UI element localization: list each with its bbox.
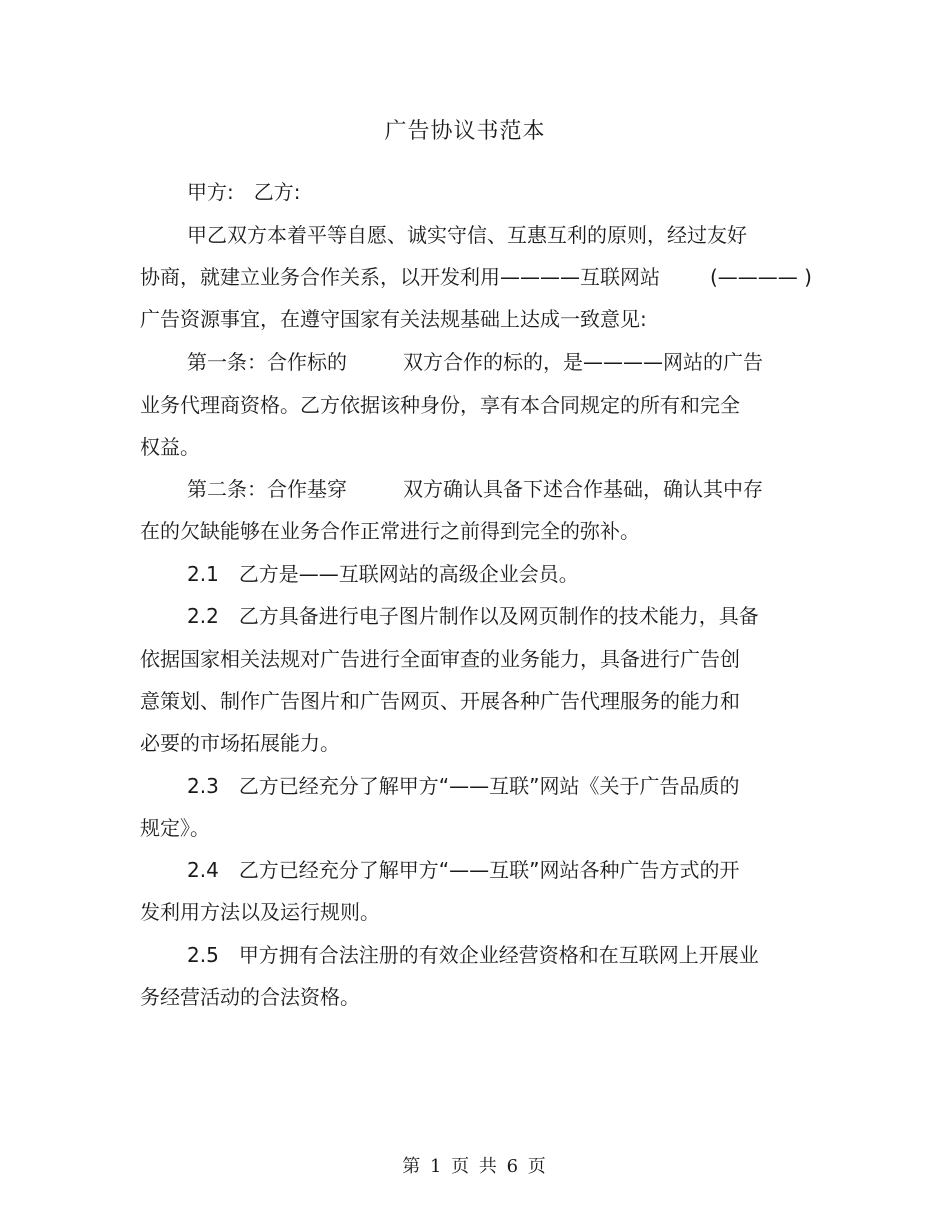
clause-number: 2.1 bbox=[187, 562, 219, 586]
document-title: 广告协议书范本 bbox=[384, 119, 546, 144]
article2-line-2: 在的欠缺能够在业务合作正常进行之前得到完全的弥补。 bbox=[140, 519, 640, 543]
article1-line-2: 业务代理商资格。乙方依据该种身份，享有本合同规定的所有和完全 bbox=[140, 393, 740, 417]
article2-heading: 第二条：合作基穿 bbox=[187, 477, 347, 501]
clause-number: 2.5 bbox=[187, 943, 219, 967]
clause-2-2-line-2: 依据国家相关法规对广告进行全面审查的业务能力，具备进行广告创 bbox=[140, 647, 740, 671]
article1-line-1: 第一条：合作标的 双方合作的标的，是————网站的广告 bbox=[187, 350, 763, 374]
article1-line-3: 权益。 bbox=[140, 435, 200, 459]
clause-number: 2.4 bbox=[187, 858, 219, 882]
clause-2-2-line-3: 意策划、制作广告图片和广告网页、开展各种广告代理服务的能力和 bbox=[140, 689, 740, 713]
article2-line-1: 第二条：合作基穿 双方确认具备下述合作基础，确认其中存 bbox=[187, 477, 763, 501]
clause-2-2-line-1: 2.2 乙方具备进行电子图片制作以及网页制作的技术能力，具备 bbox=[187, 604, 759, 628]
party-a-label: 甲方: bbox=[187, 180, 234, 204]
clause-2-2-line-4: 必要的市场拓展能力。 bbox=[140, 731, 340, 755]
clause-2-5-line-1: 2.5 甲方拥有合法注册的有效企业经营资格和在互联网上开展业 bbox=[187, 943, 759, 967]
page-footer: 第 1 页 共 6 页 bbox=[402, 1156, 548, 1177]
article1-heading: 第一条：合作标的 bbox=[187, 350, 347, 374]
intro-line-2: 协商，就建立业务合作关系，以开发利用————互联网站 (———— ) bbox=[140, 265, 812, 289]
intro-line-1: 甲乙双方本着平等自愿、诚实守信、互惠互利的原则，经过友好 bbox=[187, 223, 747, 247]
clause-2-5-line-2: 务经营活动的合法资格。 bbox=[140, 985, 360, 1009]
clause-2-4-line-2: 发利用方法以及运行规则。 bbox=[140, 900, 380, 924]
clause-2-4-line-1: 2.4 乙方已经充分了解甲方“——互联”网站各种广告方式的开 bbox=[187, 858, 740, 882]
clause-2-1-line-1: 2.1 乙方是——互联网站的高级企业会员。 bbox=[187, 562, 579, 586]
party-b-label: 乙方: bbox=[253, 180, 301, 204]
clause-number: 2.2 bbox=[187, 604, 219, 628]
clause-2-3-line-2: 规定》。 bbox=[140, 816, 210, 840]
clause-number: 2.3 bbox=[187, 774, 219, 798]
parties-line bbox=[187, 180, 301, 204]
clause-2-3-line-1: 2.3 乙方已经充分了解甲方“——互联”网站《关于广告品质的 bbox=[187, 774, 740, 798]
intro-line-3: 广告资源事宜，在遵守国家有关法规基础上达成一致意见: bbox=[140, 307, 647, 331]
